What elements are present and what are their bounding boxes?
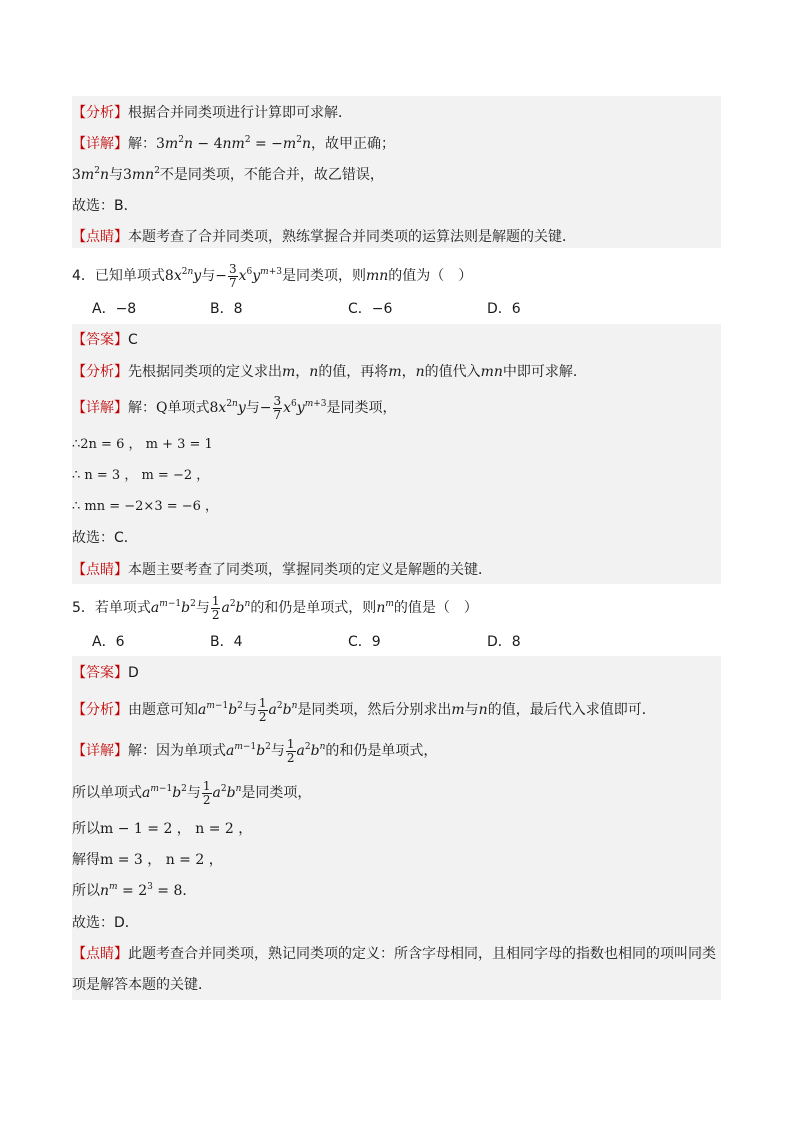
q4-analysis: 【分析】先根据同类项的定义求出m，n的值，再将m，n的值代入mn中即可求解．: [72, 364, 587, 380]
answer-tag: 【答案】: [72, 332, 128, 348]
q4-option-b[interactable]: B．8: [210, 301, 243, 317]
q4-step2: ∴ n = 3 ， m = −2 ，: [72, 468, 210, 483]
analysis-tag: 【分析】: [72, 105, 128, 121]
q5-detail-line3: 所以m − 1 = 2 ， n = 2 ，: [72, 821, 253, 837]
q4-comment: 【点睛】本题主要考查了同类项，掌握同类项的定义是解题的关键．: [72, 562, 492, 578]
q4-detail: 【详解】解：Q单项式$8x^{2n}y$与− $\frac{3}{7}$ $x^6y^{m+3}$是同类项，: [72, 393, 397, 422]
q4-step3: ∴ mn = −2×3 = −6 ，: [72, 499, 219, 514]
q5-answer: 【答案】D: [72, 665, 139, 681]
q5-detail-line5: 所以$n^m = 2^3 = 8$．: [72, 882, 197, 899]
q4-step1: ∴2n = 6 ， m + 3 = 1: [72, 437, 213, 452]
comment-tag: 【点睛】: [72, 229, 128, 245]
q5-stem: 5．若单项式$a^{m-1}b^2$与 $\frac{1}{2}$ $a^2b^n$的和仍是单项式，则$n^m$的值是（ ）: [72, 593, 478, 622]
q3-comment: 【点睛】本题考查了合并同类项，熟练掌握合并同类项的运算法则是解题的关键．: [72, 229, 576, 245]
q5-comment: 【点睛】此题考查合并同类项，熟记同类项的定义：所含字母相同，且相同字母的指数也相同的项叫同类: [72, 946, 716, 962]
q5-option-a[interactable]: A．6: [92, 634, 125, 650]
q5-detail: 【详解】解：因为单项式$a^{m-1}b^2$与 $\frac{1}{2}$ $a^2b^n$的和仍是单项式，: [72, 736, 438, 765]
q4-option-a[interactable]: A．−8: [92, 301, 137, 317]
q5-option-d[interactable]: D．8: [487, 634, 521, 650]
q5-option-b[interactable]: B．4: [210, 634, 243, 650]
q4-answer: 【答案】C: [72, 332, 138, 348]
q4-stem: 4．已知单项式$8x^{2n}y$与− $\frac{3}{7}$ $x^6y^{m+3}$是同类项，则mn的值为（ ）: [72, 261, 473, 290]
q5-detail-line4: 解得m = 3 ， n = 2 ，: [72, 852, 223, 868]
q3-equation: $3m^2n - 4nm^2 = -m^2n$: [156, 135, 311, 152]
q4-option-d[interactable]: D．6: [487, 301, 521, 317]
q3-analysis: 【分析】根据合并同类项进行计算即可求解．: [72, 105, 352, 121]
q4-choice: 故选：C．: [72, 530, 138, 546]
q4-option-c[interactable]: C．−6: [348, 301, 393, 317]
q5-choice: 故选：D．: [72, 915, 139, 931]
fraction: $\frac{3}{7}$: [228, 261, 237, 290]
q3-detail-line2: $3m^2n$与$3mn^2$不是同类项，不能合并，故乙错误，: [72, 166, 384, 183]
q3-choice: 故选：B．: [72, 198, 138, 214]
q5-analysis: 【分析】由题意可知$a^{m-1}b^2$与 $\frac{1}{2}$ $a^2b^n$是同类项，然后分别求出m与n的值，最后代入求值即可．: [72, 695, 656, 724]
q5-detail-line2: 所以单项式$a^{m-1}b^2$与 $\frac{1}{2}$ $a^2b^n$是同类项，: [72, 778, 312, 807]
q3-detail: 【详解】解：$3m^2n - 4nm^2 = -m^2n$，故甲正确；: [72, 135, 395, 152]
detail-tag: 【详解】: [72, 136, 128, 152]
q5-option-c[interactable]: C．9: [348, 634, 381, 650]
q5-comment-line2: 项是解答本题的关键．: [72, 977, 212, 993]
